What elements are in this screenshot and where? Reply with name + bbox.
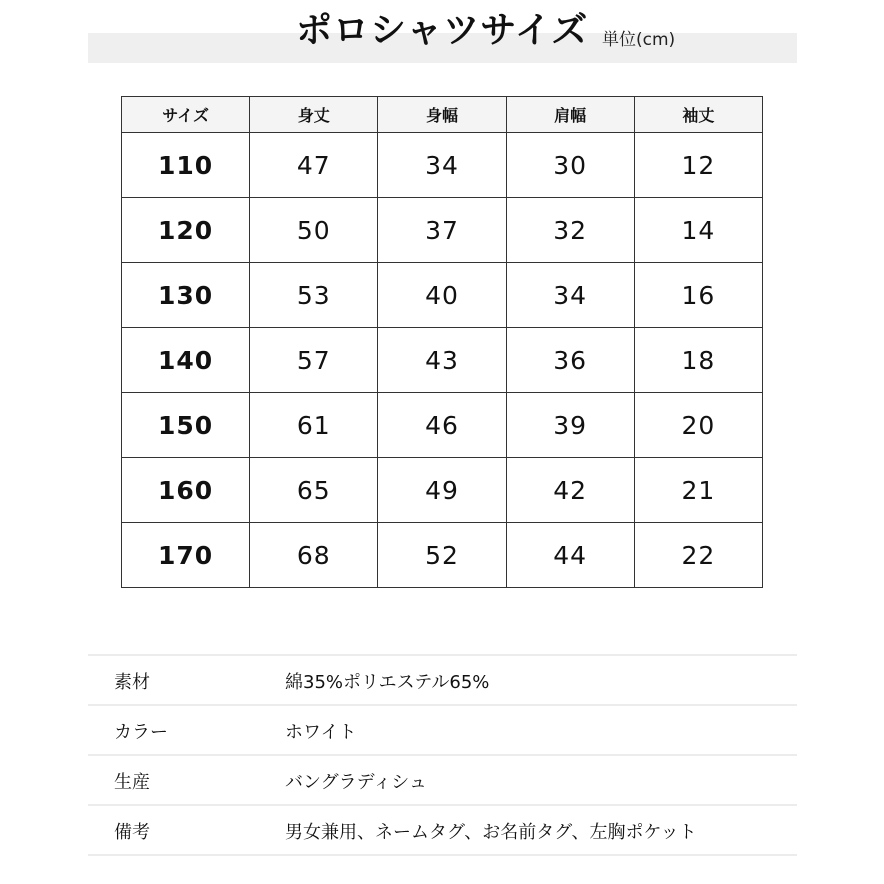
cell-sleeve: 21 xyxy=(634,458,762,523)
size-table xyxy=(121,96,763,588)
cell-size: 170 xyxy=(122,523,250,588)
spec-label: 備考 xyxy=(114,822,150,843)
cell-width: 46 xyxy=(378,393,506,458)
cell-size: 130 xyxy=(122,263,250,328)
cell-length: 57 xyxy=(250,328,378,393)
cell-sleeve: 22 xyxy=(634,523,762,588)
spec-label: カラー xyxy=(114,722,168,743)
column-header-shoulder: 肩幅 xyxy=(506,97,634,133)
cell-width: 49 xyxy=(378,458,506,523)
spec-value: 男女兼用、ネームタグ、お名前タグ、左胸ポケット xyxy=(285,822,697,843)
spec-row-notes xyxy=(88,804,797,856)
column-header-length: 身丈 xyxy=(250,97,378,133)
cell-shoulder: 30 xyxy=(506,133,634,198)
spec-value: ホワイト xyxy=(285,722,357,743)
table-row xyxy=(122,328,763,393)
cell-sleeve: 20 xyxy=(634,393,762,458)
table-row xyxy=(122,458,763,523)
cell-length: 61 xyxy=(250,393,378,458)
spec-row-origin xyxy=(88,754,797,804)
spec-value: バングラディシュ xyxy=(285,772,427,793)
cell-size: 110 xyxy=(122,133,250,198)
cell-sleeve: 14 xyxy=(634,198,762,263)
spec-row-color xyxy=(88,704,797,754)
table-header-row xyxy=(122,97,763,133)
cell-width: 37 xyxy=(378,198,506,263)
cell-length: 65 xyxy=(250,458,378,523)
cell-length: 68 xyxy=(250,523,378,588)
cell-size: 140 xyxy=(122,328,250,393)
spec-value: 綿35%ポリエステル65% xyxy=(285,672,490,693)
cell-length: 53 xyxy=(250,263,378,328)
cell-width: 43 xyxy=(378,328,506,393)
table-row xyxy=(122,133,763,198)
cell-shoulder: 34 xyxy=(506,263,634,328)
cell-sleeve: 16 xyxy=(634,263,762,328)
spec-label: 素材 xyxy=(114,672,150,693)
cell-size: 160 xyxy=(122,458,250,523)
column-header-width: 身幅 xyxy=(378,97,506,133)
cell-shoulder: 39 xyxy=(506,393,634,458)
table-row xyxy=(122,198,763,263)
cell-sleeve: 18 xyxy=(634,328,762,393)
cell-shoulder: 42 xyxy=(506,458,634,523)
table-row xyxy=(122,263,763,328)
table-row xyxy=(122,523,763,588)
cell-shoulder: 44 xyxy=(506,523,634,588)
unit-label: 単位(cm) xyxy=(602,30,676,50)
cell-width: 52 xyxy=(378,523,506,588)
cell-shoulder: 32 xyxy=(506,198,634,263)
cell-length: 47 xyxy=(250,133,378,198)
cell-size: 150 xyxy=(122,393,250,458)
column-header-sleeve: 袖丈 xyxy=(634,97,762,133)
cell-width: 40 xyxy=(378,263,506,328)
cell-size: 120 xyxy=(122,198,250,263)
spec-row-material xyxy=(88,654,797,704)
spec-list xyxy=(88,654,797,856)
page-title: ポロシャツサイズ xyxy=(296,10,589,51)
cell-sleeve: 12 xyxy=(634,133,762,198)
table-row xyxy=(122,393,763,458)
cell-length: 50 xyxy=(250,198,378,263)
spec-label: 生産 xyxy=(114,772,150,793)
cell-width: 34 xyxy=(378,133,506,198)
column-header-size: サイズ xyxy=(122,97,250,133)
cell-shoulder: 36 xyxy=(506,328,634,393)
